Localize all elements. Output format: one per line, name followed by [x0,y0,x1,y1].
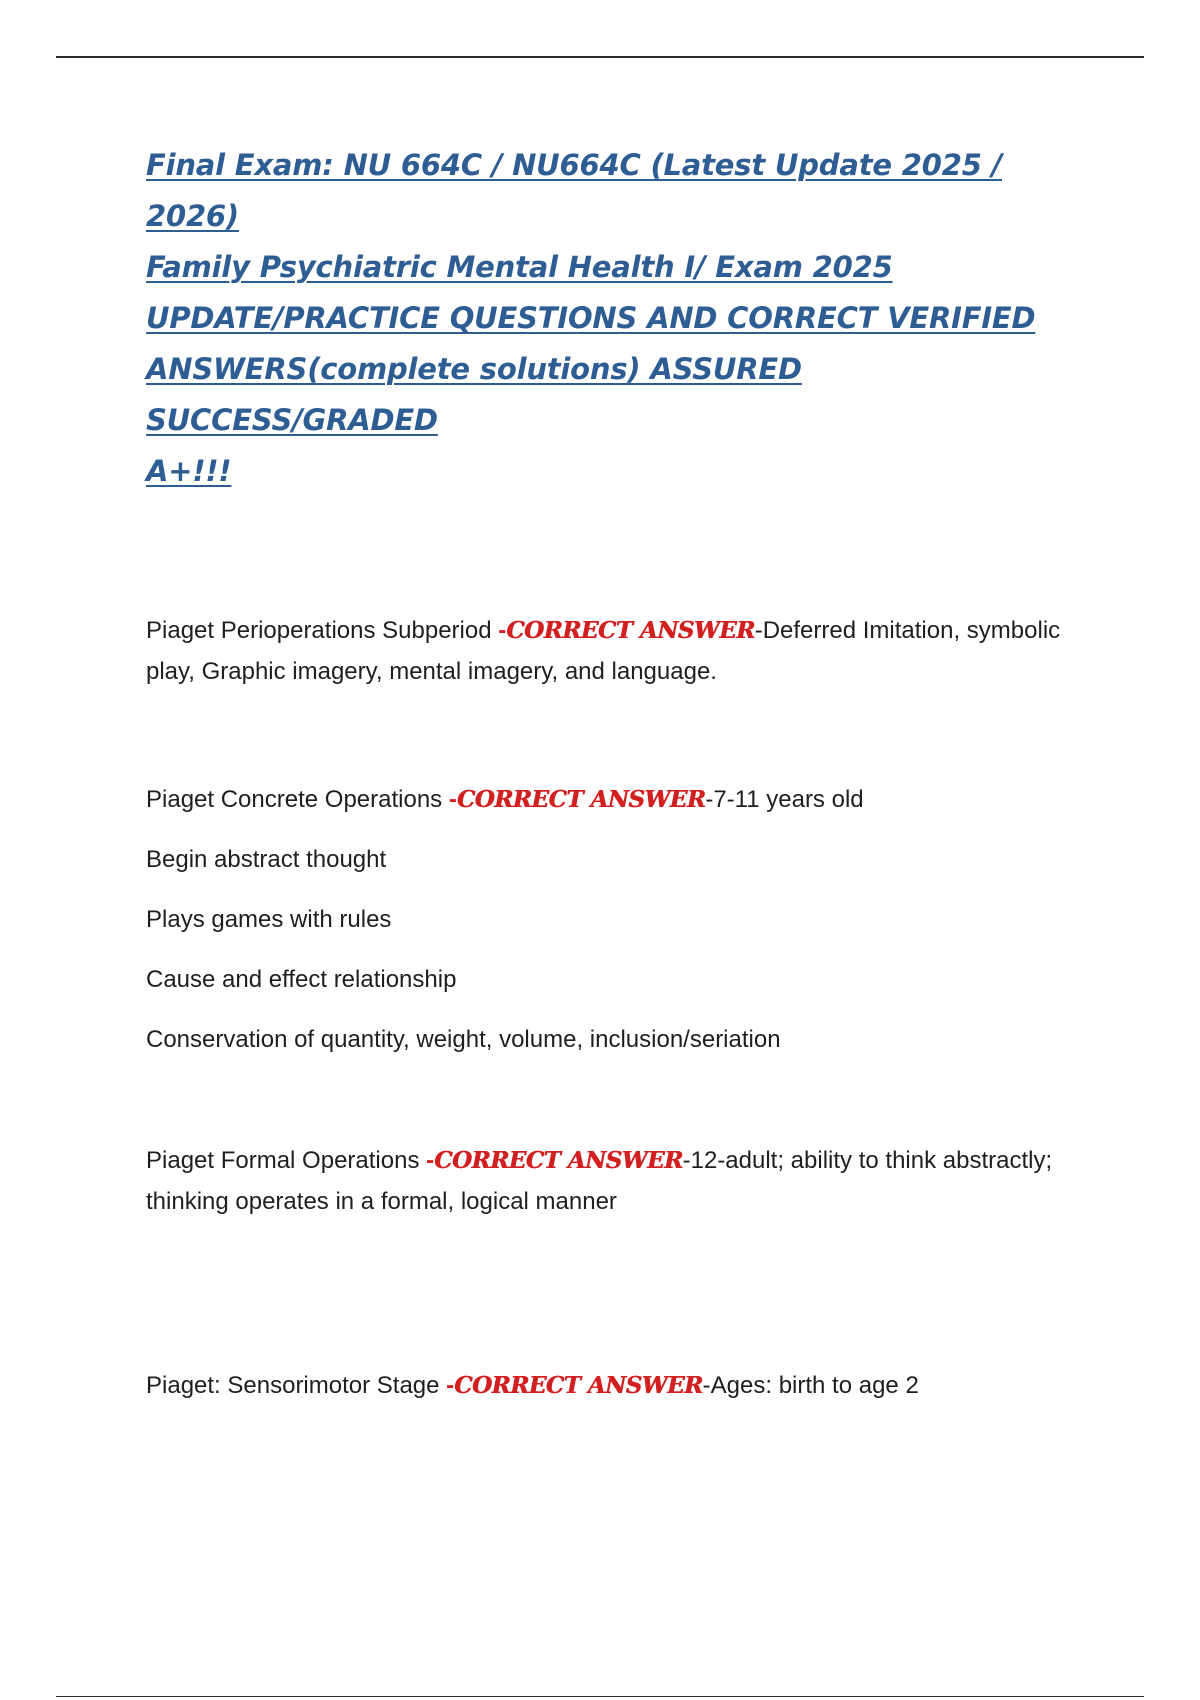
document-body [146,140,1070,1399]
qa-extra-line: Conservation of quantity, weight, volume, inclusion/seriation [146,1026,781,1053]
qa-answer: -Ages: birth to age 2 [702,1372,919,1399]
qa-separator: - [446,1372,455,1399]
qa-item-sensorimotor [146,1365,1070,1406]
title-line-5: A+!!! [146,454,232,488]
qa-extra-line: Plays games with rules [146,906,392,933]
correct-answer-label: CORRECT ANSWER [454,1372,703,1399]
qa-answer: -7-11 years old [705,786,864,813]
qa-separator: - [448,786,457,813]
qa-separator: - [498,617,507,644]
qa-term: Piaget Concrete Operations [146,786,443,813]
qa-item-perioperations [146,610,1070,692]
qa-answer: -12-adult; ability to think abstractly; thinking operates in a formal, logical manner [146,1147,1053,1215]
title-line-1: Final Exam: NU 664C / NU664C (Latest Update 2025 / 2026) [146,148,1002,233]
qa-answer: -Deferred Imitation, symbolic play, Graphic imagery, mental imagery, and language. [146,617,1061,685]
qa-separator: - [426,1147,435,1174]
qa-item-formal-operations [146,1140,1070,1222]
qa-term: Piaget Perioperations Subperiod [146,617,492,644]
qa-item-concrete-operations [146,770,1070,1070]
correct-answer-label: CORRECT ANSWER [434,1147,683,1174]
qa-term: Piaget Formal Operations [146,1147,420,1174]
top-rule [56,56,1144,58]
correct-answer-label: CORRECT ANSWER [506,617,755,644]
qa-extra-line: Begin abstract thought [146,846,387,873]
title-line-3: UPDATE/PRACTICE QUESTIONS AND CORRECT VERIFIED [146,301,1036,335]
qa-extra-line: Cause and effect relationship [146,966,457,993]
document-title [146,140,1070,497]
bottom-rule [56,1696,1144,1697]
title-line-2: Family Psychiatric Mental Health I/ Exam 2025 [146,250,893,284]
title-line-4: ANSWERS(complete solutions) ASSURED SUCCESS/GRADED [146,352,802,437]
correct-answer-label: CORRECT ANSWER [456,786,706,813]
qa-term: Piaget: Sensorimotor Stage [146,1372,440,1399]
